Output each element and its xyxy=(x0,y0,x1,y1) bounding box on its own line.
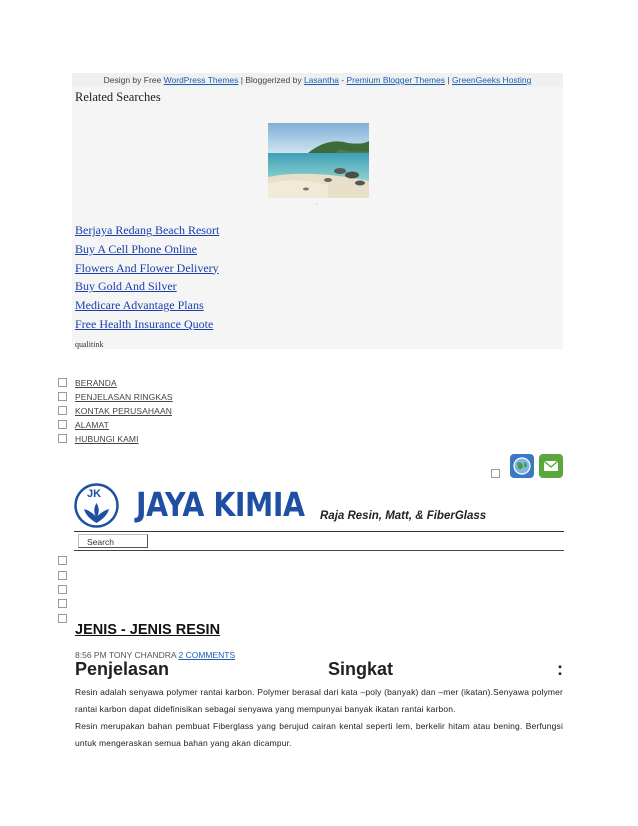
related-link-flowers[interactable]: Flowers And Flower Delivery xyxy=(75,260,219,275)
beach-image[interactable] xyxy=(268,123,369,198)
post-title[interactable]: JENIS - JENIS RESIN xyxy=(75,622,221,638)
nav-item-penjelasan-ringkas[interactable]: PENJELASAN RINGKAS xyxy=(75,392,173,402)
heading-word: Penjelasan xyxy=(75,659,170,679)
globe-icon[interactable] xyxy=(510,454,534,478)
header-divider xyxy=(74,531,564,532)
related-searches-panel xyxy=(72,87,563,349)
nav-bullet-icon xyxy=(58,420,67,429)
logo-initials: JK xyxy=(87,488,102,500)
list-bullet-icon xyxy=(58,556,67,565)
related-link-health-insurance[interactable]: Free Health Insurance Quote xyxy=(75,316,214,331)
greengeeks-hosting-link[interactable]: GreenGeeks Hosting xyxy=(452,75,532,85)
list-bullet-icon xyxy=(58,614,67,623)
nav-item-alamat[interactable]: ALAMAT xyxy=(75,420,109,430)
list-bullet-icon xyxy=(58,571,67,580)
nav-bullet-icon xyxy=(58,434,67,443)
ads-source-label: qualitink xyxy=(75,340,104,349)
mail-icon[interactable] xyxy=(539,454,563,478)
related-link-gold-silver[interactable]: Buy Gold And Silver xyxy=(75,279,177,294)
nav-bullet-icon xyxy=(58,406,67,415)
related-link-berjaya[interactable]: Berjaya Redang Beach Resort xyxy=(75,223,220,237)
nav-item-beranda[interactable]: BERANDA xyxy=(75,378,117,388)
nav-item-kontak-perusahaan[interactable]: KONTAK PERUSAHAAN xyxy=(75,406,172,416)
related-link-cell-phone[interactable]: Buy A Cell Phone Online xyxy=(75,241,198,256)
list-bullet-icon xyxy=(58,599,67,608)
footer-credits: Design by Free WordPress Themes | Bloggerized by Lasantha - Premium Blogger Themes | GreenGeeks Hosting xyxy=(72,73,563,87)
lasantha-link[interactable]: Lasantha xyxy=(303,75,339,85)
post-heading xyxy=(75,659,563,683)
nav-bullet-icon xyxy=(58,392,67,401)
globe-glyph xyxy=(510,454,534,478)
site-logo[interactable] xyxy=(74,483,564,530)
envelope-glyph xyxy=(539,454,563,478)
related-searches-title: Related Searches xyxy=(75,90,161,104)
beach-photo xyxy=(268,123,369,198)
post-author: TONY CHANDRA xyxy=(108,650,177,660)
post-comments-link[interactable]: 2 COMMENTS xyxy=(178,650,236,660)
related-link-medicare[interactable]: Medicare Advantage Plans xyxy=(75,298,204,313)
nav-bullet-icon xyxy=(58,378,67,387)
list-bullet-icon xyxy=(58,585,67,594)
related-links-list xyxy=(75,221,219,334)
search-input[interactable]: Search xyxy=(78,534,148,548)
search-bar xyxy=(74,533,564,551)
logo-tagline: Raja Resin, Matt, & FiberGlass xyxy=(320,510,487,522)
logo-name: JAYA KIMIA xyxy=(136,485,305,524)
post-paragraph: Resin merupakan bahan pembuat Fiberglass yang berujud cairan kental seperti lem, berkelir hitam atau bening. Berfungsi untuk mengeraskan semua bahan yang akan dicampur. xyxy=(75,721,563,748)
heading-colon: : xyxy=(557,659,563,679)
nav-item-hubungi-kami[interactable]: HUBUNGI KAMI xyxy=(75,434,139,444)
wordpress-themes-link[interactable]: WordPress Themes xyxy=(163,75,239,85)
heading-word: Singkat xyxy=(328,659,394,679)
image-caption: - xyxy=(316,201,318,207)
post-body xyxy=(75,684,563,752)
premium-blogger-themes-link[interactable]: Premium Blogger Themes xyxy=(346,75,446,85)
post-time: 8:56 PM xyxy=(75,650,107,660)
social-bullet-icon xyxy=(491,469,500,478)
post-paragraph: Resin adalah senyawa polymer rantai karbon. Polymer berasal dari kata –poly (banyak) dan –mer (ikatan).Senyawa polymer rantai karbon dapat didefinisikan sebagai senyawa yang mempunyai banyak ikatan rantai karbon. xyxy=(75,687,563,714)
